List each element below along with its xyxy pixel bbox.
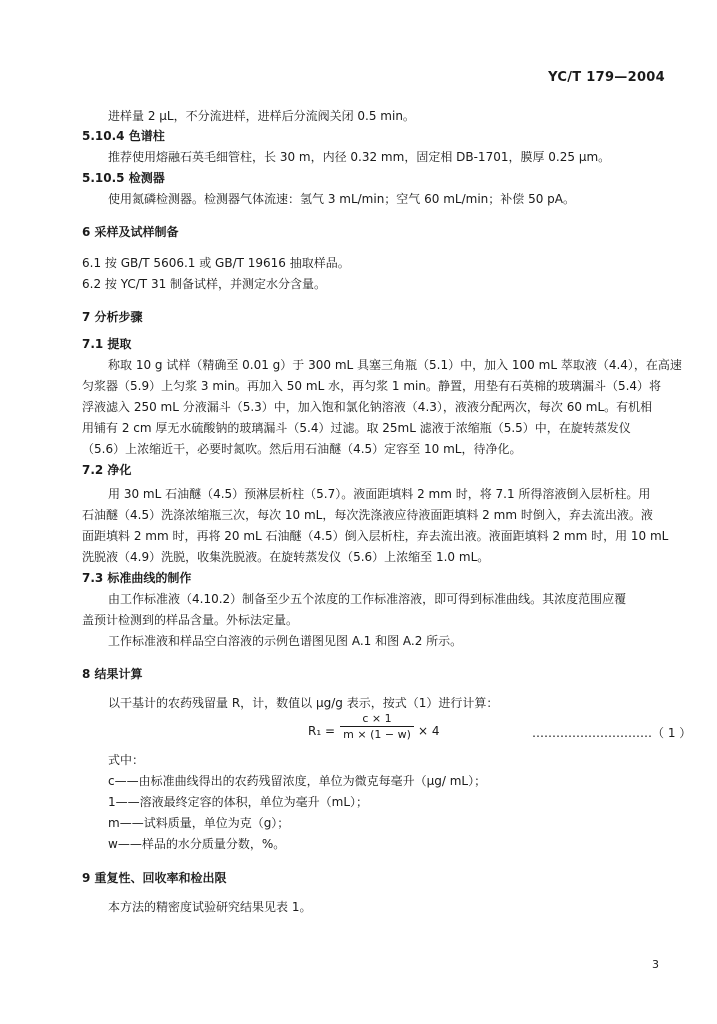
section-7-2-heading: 7.2 净化 — [82, 463, 132, 477]
fraction-bar — [340, 726, 414, 727]
item-6-1: 6.1 按 GB/T 5606.1 或 GB/T 19616 抽取样品。 — [82, 256, 350, 270]
section-7-3-heading: 7.3 标准曲线的制作 — [82, 571, 192, 585]
column-line: 推荐使用熔融石英毛细管柱，长 30 m，内径 0.32 mm，固定相 DB-1701，膜厚 0.25 μm。 — [108, 150, 611, 164]
para-7-1-line-2: 匀浆器（5.9）上匀浆 3 min。再加入 50 mL 水，再匀浆 1 min。静置，用垫有石英棉的玻璃漏斗（5.4）将 — [82, 379, 662, 393]
para-7-2-line-1: 用 30 mL 石油醚（4.5）预淋层析柱（5.7）。液面距填料 2 mm 时，将 7.1 所得溶液倒入层析柱。用 — [108, 487, 651, 501]
where-label: 式中： — [108, 753, 145, 767]
para-7-2-line-2: 石油醚（4.5）洗涤浓缩瓶三次，每次 10 mL，每次洗涤液应待液面距填料 2 mm 时倒入，弃去流出液。液 — [82, 508, 653, 522]
standard-code: YC/T 179—2004 — [548, 70, 665, 85]
para-7-1-line-5: （5.6）上浓缩近干，必要时氮吹。然后用石油醚（4.5）定容至 10 mL，待净化。 — [82, 442, 522, 456]
section-7-1-heading: 7.1 提取 — [82, 337, 132, 351]
injection-line: 进样量 2 μL，不分流进样，进样后分流阀关闭 0.5 min。 — [108, 109, 415, 123]
para-7-3-line-1: 由工作标准液（4.10.2）制备至少五个浓度的工作标准溶液，即可得到标准曲线。其浓度范围应覆 — [108, 592, 627, 606]
para-7-1-line-1: 称取 10 g 试样（精确至 0.01 g）于 300 mL 具塞三角瓶（5.1）中，加入 100 mL 萃取液（4.4），在高速 — [108, 358, 682, 372]
item-6-2: 6.2 按 YC/T 31 制备试样，并测定水分含量。 — [82, 277, 327, 291]
para-7-3-line-3: 工作标准液和样品空白溶液的示例色谱图见图 A.1 和图 A.2 所示。 — [108, 634, 463, 648]
section-8-heading: 8 结果计算 — [82, 667, 143, 681]
para-9: 本方法的精密度试验研究结果见表 1。 — [108, 900, 312, 914]
section-6-heading: 6 采样及试样制备 — [82, 225, 179, 239]
para-7-1-line-4: 用铺有 2 cm 厚无水硫酸钠的玻璃漏斗（5.4）过滤。取 25mL 滤液于浓缩瓶（5.5）中，在旋转蒸发仪 — [82, 421, 631, 435]
definition-1: 1——溶液最终定容的体积，单位为毫升（mL）； — [108, 795, 369, 809]
section-9-heading: 9 重复性、回收率和检出限 — [82, 871, 227, 885]
page-number: 3 — [652, 958, 659, 971]
section-7-heading: 7 分析步骤 — [82, 310, 143, 324]
formula-numerator: c × 1 — [362, 712, 392, 725]
formula-number: …………………………（ 1 ） — [532, 726, 692, 740]
definition-m: m——试料质量，单位为克（g）； — [108, 816, 290, 830]
formula-lhs: R₁ = — [308, 724, 336, 738]
para-7-2-line-4: 洗脱液（4.9）洗脱，收集洗脱液。在旋转蒸发仪（5.6）上浓缩至 1.0 mL。 — [82, 550, 490, 564]
section-5-10-4-heading: 5.10.4 色谱柱 — [82, 129, 165, 143]
definition-w: w——样品的水分质量分数，%。 — [108, 837, 286, 851]
para-7-3-line-2: 盖预计检测到的样品含量。外标法定量。 — [82, 613, 299, 627]
formula-multiplier: × 4 — [418, 724, 440, 738]
para-7-1-line-3: 浮液滤入 250 mL 分液漏斗（5.3）中，加入饱和氯化钠溶液（4.3），液液分配两次，每次 60 mL。有机相 — [82, 400, 653, 414]
formula-denominator: m × (1 − w) — [343, 728, 411, 741]
para-7-2-line-3: 面距填料 2 mm 时，再将 20 mL 石油醚（4.5）倒入层析柱，弃去流出液。液面距填料 2 mm 时，用 10 mL — [82, 529, 669, 543]
para-8-intro: 以干基计的农药残留量 R，计，数值以 μg/g 表示，按式（1）进行计算： — [108, 696, 499, 710]
detector-line: 使用氮磷检测器。检测器气体流速：氢气 3 mL/min；空气 60 mL/min；补偿 50 pA。 — [108, 192, 575, 206]
formula-fraction — [340, 712, 414, 741]
definition-c: c——由标准曲线得出的农药残留浓度，单位为微克每毫升（μg/ mL）； — [108, 774, 487, 788]
section-5-10-5-heading: 5.10.5 检测器 — [82, 171, 165, 185]
